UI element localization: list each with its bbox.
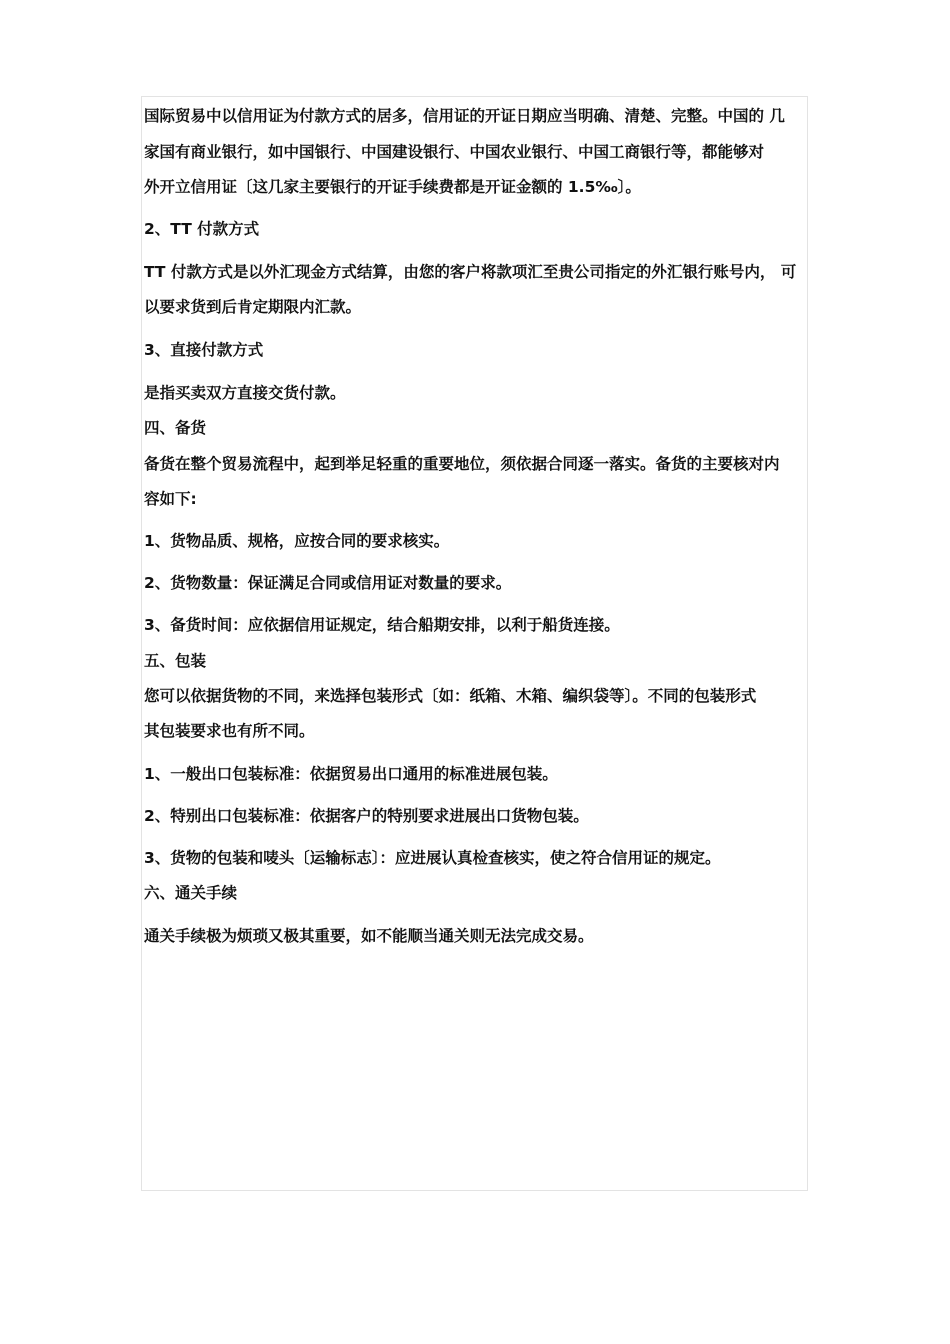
list-item: 3、货物的包装和唛头〔运输标志〕：应进展认真检查核实，使之符合信用证的规定。 bbox=[144, 849, 721, 867]
chapter-heading: 六、通关手续 bbox=[144, 884, 238, 902]
chapter-heading: 五、包装 bbox=[144, 652, 207, 670]
section-heading: 2、TT 付款方式 bbox=[144, 220, 260, 238]
text-line: TT 付款方式是以外汇现金方式结算，由您的客户将款项汇至贵公司指定的外汇银行账号内， 可 bbox=[144, 263, 797, 281]
list-item: 3、备货时间：应依据信用证规定，结合船期安排，以利于船货连接。 bbox=[144, 616, 620, 634]
text-line: 外开立信用证〔这几家主要银行的开证手续费都是开证金额的 1.5‰〕。 bbox=[144, 178, 641, 196]
text-line: 家国有商业银行，如中国银行、中国建设银行、中国农业银行、中国工商银行等，都能够对 bbox=[144, 143, 765, 161]
list-item: 2、货物数量：保证满足合同或信用证对数量的要求。 bbox=[144, 574, 512, 592]
text-line: 国际贸易中以信用证为付款方式的居多，信用证的开证日期应当明确、清楚、完整。中国的 几 bbox=[144, 107, 785, 125]
chapter-heading: 四、备货 bbox=[144, 419, 207, 437]
text-line: 是指买卖双方直接交货付款。 bbox=[144, 384, 346, 402]
text-line: 其包装要求也有所不同。 bbox=[144, 722, 315, 740]
text-line: 您可以依据货物的不同，来选择包装形式〔如：纸箱、木箱、编织袋等〕。不同的包装形式 bbox=[144, 687, 757, 705]
text-line: 备货在整个贸易流程中，起到举足轻重的重要地位，须依据合同逐一落实。备货的主要核对内 bbox=[144, 455, 780, 473]
text-line: 容如下: bbox=[144, 490, 197, 508]
text-line: 以要求货到后肯定期限内汇款。 bbox=[144, 298, 362, 316]
list-item: 1、货物品质、规格，应按合同的要求核实。 bbox=[144, 532, 450, 550]
section-heading: 3、直接付款方式 bbox=[144, 341, 264, 359]
list-item: 2、特别出口包装标准：依据客户的特别要求进展出口货物包装。 bbox=[144, 807, 589, 825]
list-item: 1、一般出口包装标准：依据贸易出口通用的标准进展包装。 bbox=[144, 765, 558, 783]
text-line: 通关手续极为烦琐又极其重要，如不能顺当通关则无法完成交易。 bbox=[144, 927, 594, 945]
